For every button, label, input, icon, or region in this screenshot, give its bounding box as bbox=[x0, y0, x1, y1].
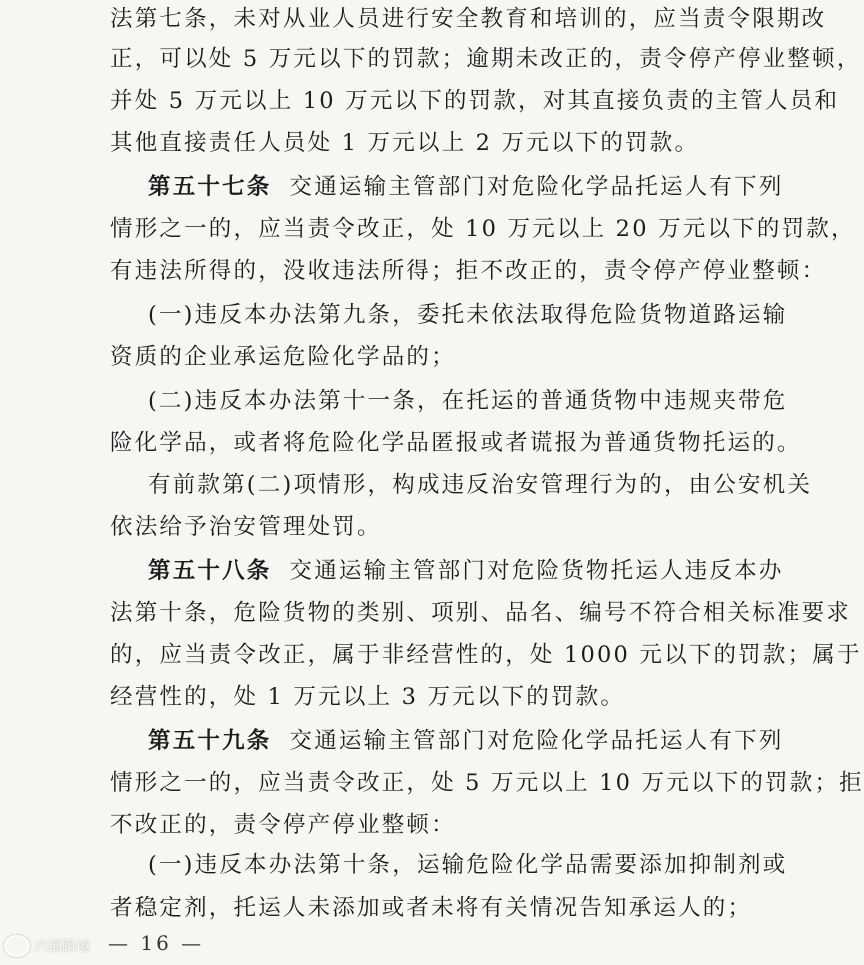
text-line: 的，应当责令改正，属于非经营性的，处 1000 元以下的罚款；属于 bbox=[110, 642, 862, 668]
text-line: 并处 5 万元以上 10 万元以下的罚款，对其直接负责的主管人员和 bbox=[110, 88, 840, 114]
watermark-text: 六部路境 bbox=[34, 939, 90, 955]
text-line: 有违法所得的，没收违法所得；拒不改正的，责令停产停业整顿： bbox=[110, 258, 827, 284]
text-line: 险化学品，或者将危险化学品匿报或者谎报为普通货物托运的。 bbox=[110, 430, 802, 456]
text-line: (一)违反本办法第十条，运输危险化学品需要添加抑制剂或 bbox=[148, 852, 788, 878]
text-line: 情形之一的，应当责令改正，处 5 万元以上 10 万元以下的罚款；拒 bbox=[110, 770, 864, 796]
article-59-heading: 第五十九条 bbox=[148, 728, 272, 754]
text-line: 交通运输主管部门对危险货物托运人违反本办 bbox=[289, 558, 784, 584]
text-line: 其他直接责任人员处 1 万元以上 2 万元以下的罚款。 bbox=[110, 130, 700, 156]
text-line: 经营性的，处 1 万元以上 3 万元以下的罚款。 bbox=[110, 684, 626, 710]
text-line: (一)违反本办法第九条，委托未依法取得危险货物道路运输 bbox=[148, 302, 788, 328]
text-line: 资质的企业承运危险化学品的； bbox=[110, 344, 456, 370]
text-line: 依法给予治安管理处罚。 bbox=[110, 514, 382, 540]
article-57-heading: 第五十七条 bbox=[148, 174, 272, 200]
text-line: 法第七条，未对从业人员进行安全教育和培训的，应当责令限期改 bbox=[110, 6, 827, 32]
watermark bbox=[4, 935, 90, 957]
text-line: 情形之一的，应当责令改正，处 10 万元以上 20 万元以下的罚款， bbox=[110, 216, 856, 242]
text-line: 者稳定剂，托运人未添加或者未将有关情况告知承运人的； bbox=[110, 895, 753, 921]
text-line: 不改正的，责令停产停业整顿： bbox=[110, 812, 456, 838]
page-number: — 16 — bbox=[108, 931, 205, 955]
article-58-heading: 第五十八条 bbox=[148, 558, 272, 584]
text-line: (二)违反本办法第十一条，在托运的普通货物中违规夹带危 bbox=[148, 388, 788, 414]
article-58-line bbox=[148, 556, 784, 586]
text-line: 正，可以处 5 万元以下的罚款；逾期未改正的，责令停产停业整顿， bbox=[110, 46, 862, 72]
watermark-logo-icon bbox=[4, 935, 30, 957]
text-line: 法第十条，危险货物的类别、项别、品名、编号不符合相关标准要求 bbox=[110, 600, 852, 626]
text-line: 有前款第(二)项情形，构成违反治安管理行为的，由公安机关 bbox=[148, 472, 813, 498]
text-line: 交通运输主管部门对危险化学品托运人有下列 bbox=[289, 174, 784, 200]
article-59-line bbox=[148, 726, 784, 756]
article-57-line bbox=[148, 172, 784, 202]
text-line: 交通运输主管部门对危险化学品托运人有下列 bbox=[289, 728, 784, 754]
